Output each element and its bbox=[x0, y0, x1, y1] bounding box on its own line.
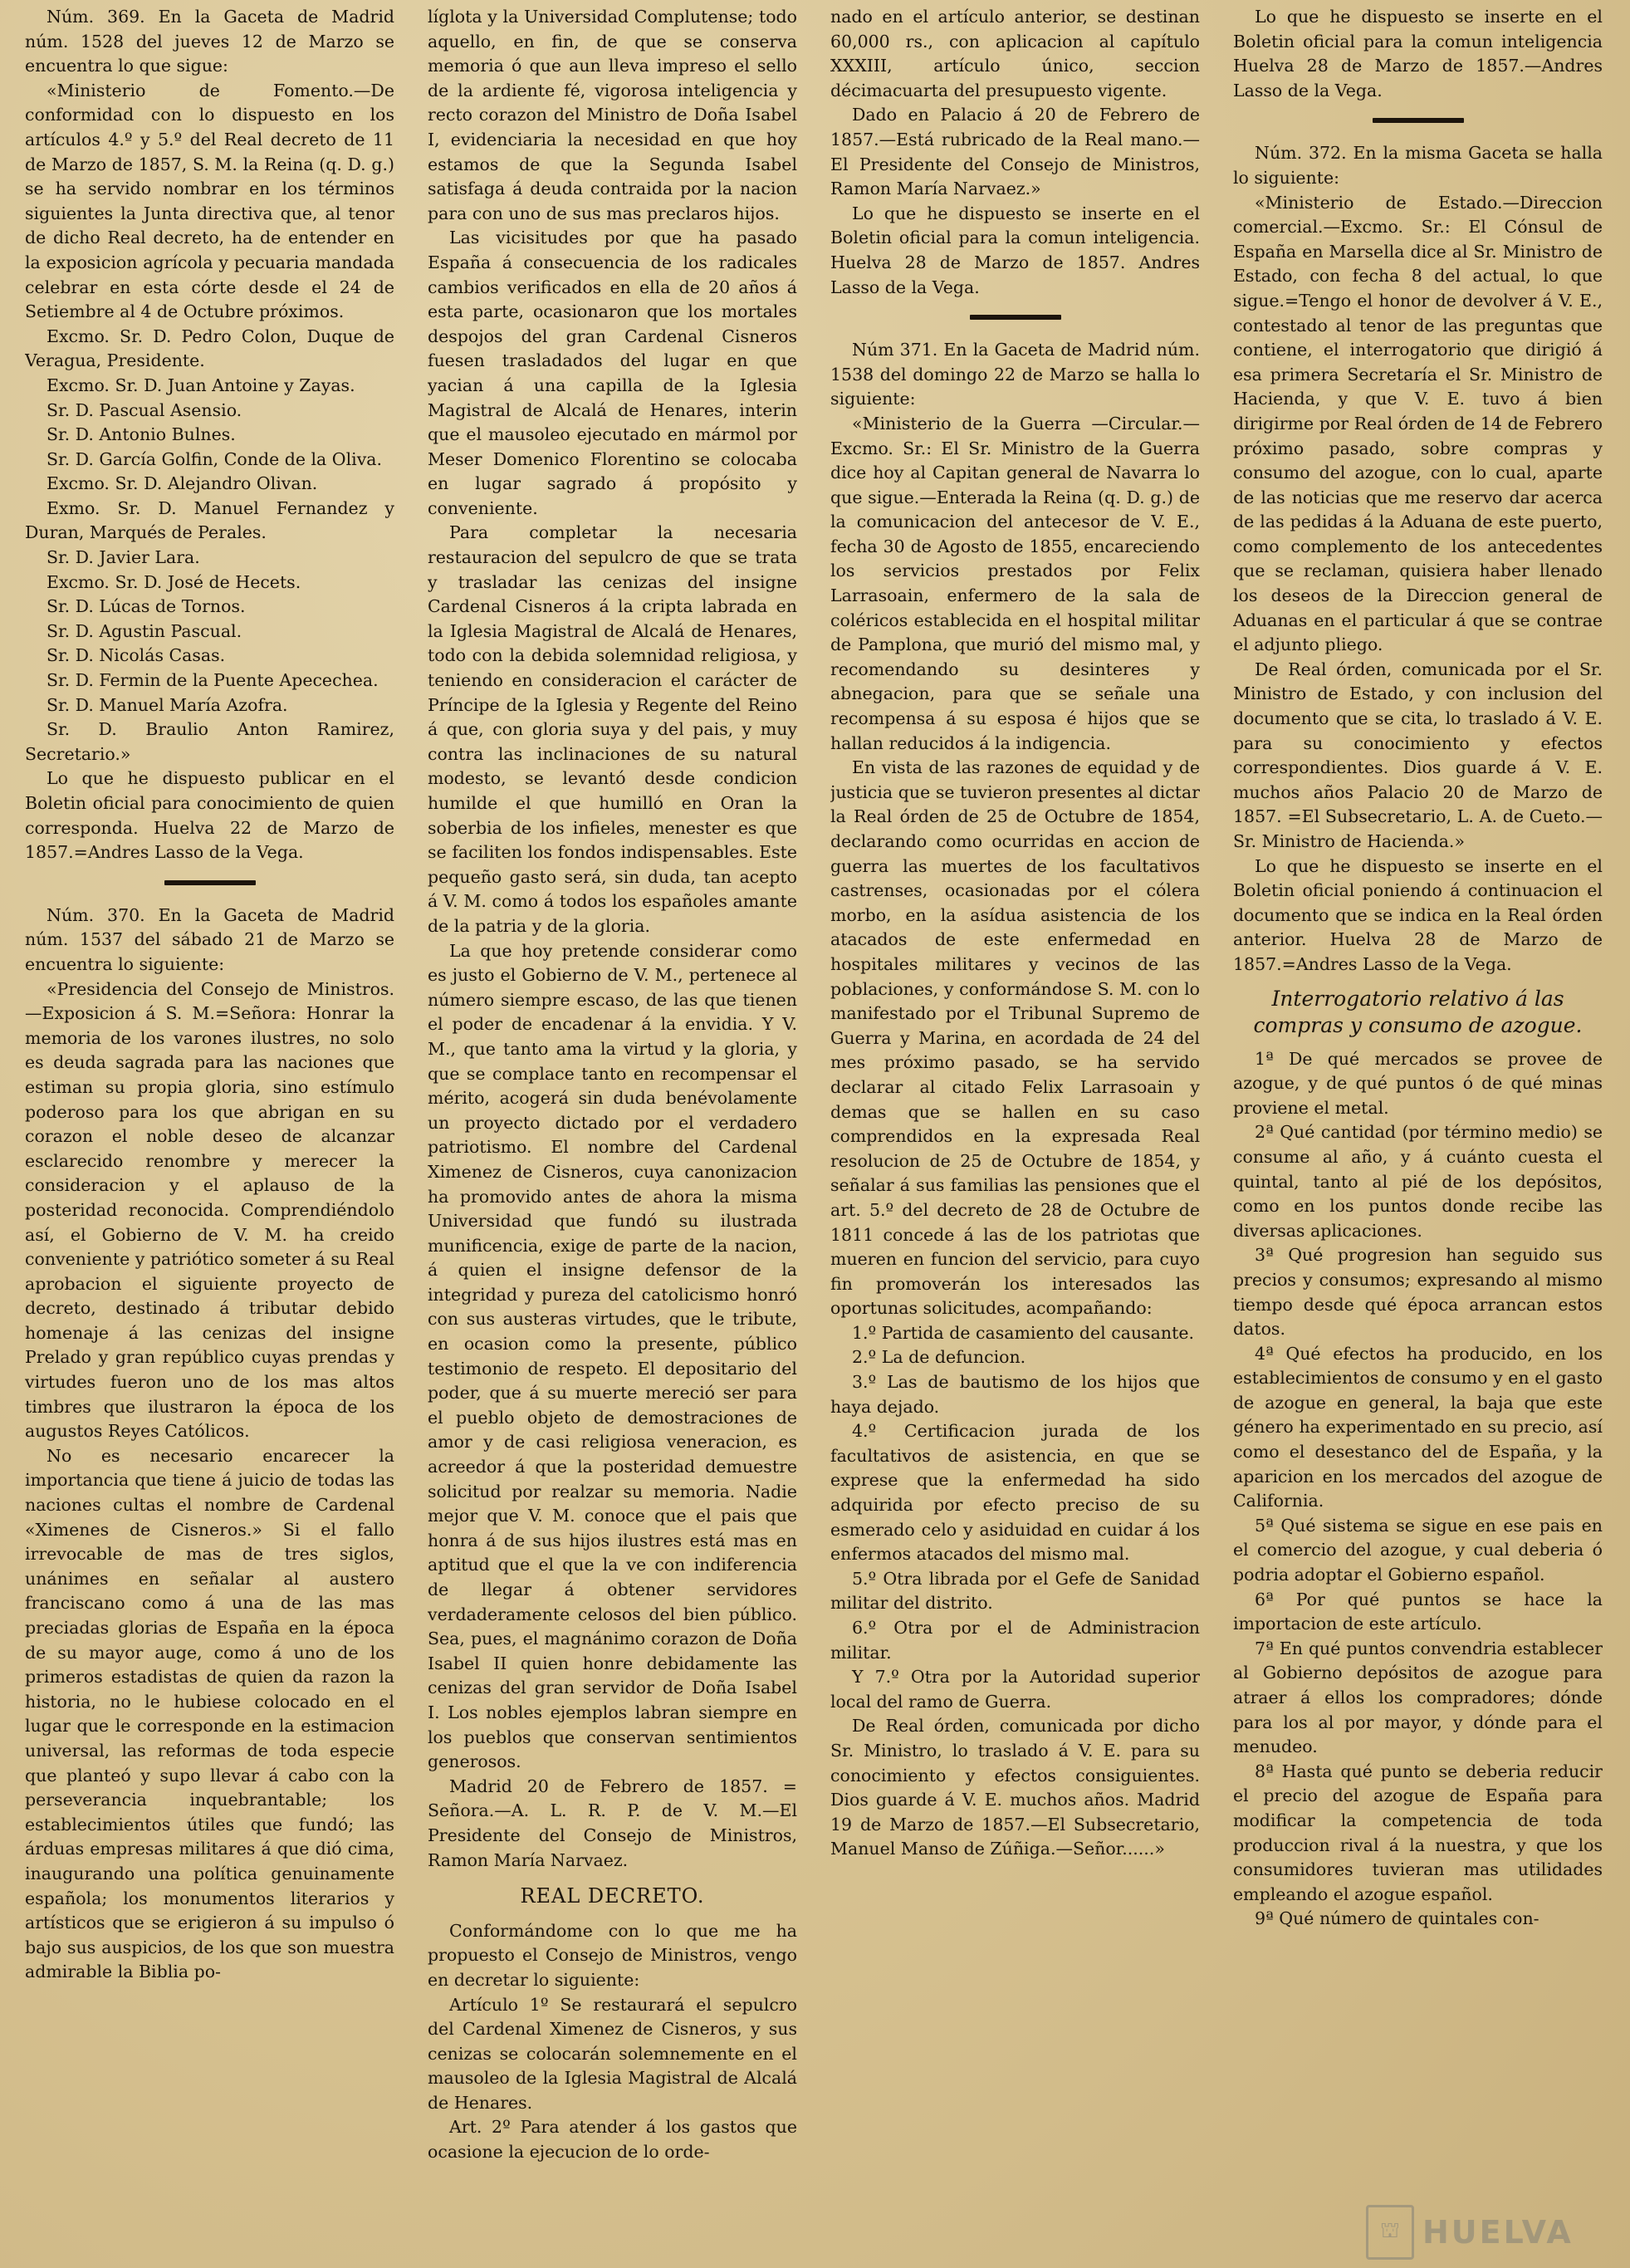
name-line: Sr. D. Fermin de la Puente Apecechea. bbox=[47, 670, 379, 691]
name-line: Sr. D. Agustin Pascual. bbox=[47, 620, 242, 641]
paragraph: La que hoy pretende considerar como es justo el Gobierno de V. M., pertenece al número siempre escaso, de las que tienen el poder de encadenar á la envidia. Y V. M., que tanto ama la virtud y la gloria, y que se complace tanto en recompensar el mérito, acogerá sin duda benévolamente un proyecto dictado por el verdadero patriotismo. El nombre del Cardenal Ximenez de Cisneros, cuya canonizacion ha promovido antes de ahora la misma Universidad que fundó su ilustrada munificencia, exige de parte de la nacion, á quien el insigne defensor de la integridad y pureza del catolicismo honró con sus austeras virtudes, que le tribute, en ocasion como la presente, público testimonio de respeto. El depositario del poder, que á su muerte mereció ser para el pueblo objeto de demostraciones de amor y de casi religiosa veneracion, es acreedor á que la posteridad demuestre solicitud por realzar su memoria. Nadie mejor que V. M. conoce que el pais que honra á de sus hijos ilustres está mas en aptitud que el que la ve con indiferencia de llegar á obtener servidores verdaderamente celosos del bien público. Sea, pues, el magnánimo corazon de Doña Isabel II quien honre debidamente las cenizas del gran servidor de Doña Isabel I. Los nobles ejemplos labran siempre en los pueblos que conservan sentimientos generosos. bbox=[428, 940, 797, 1772]
paragraph: Lo que he dispuesto publicar en el Boletin oficial para conocimiento de quien corresponda. Huelva 22 de Marzo de 1857.=Andres Lasso de la Vega. bbox=[25, 768, 394, 863]
paragraph: Madrid 20 de Febrero de 1857. = Señora.—A. L. R. P. de V. M.—El Presidente del Consejo de Ministros, Ramon María Narvaez. bbox=[428, 1776, 797, 1870]
article-371-heading: Núm 371. En la Gaceta de Madrid núm. 1538 del domingo 22 de Marzo se halla lo siguiente: bbox=[830, 340, 1200, 409]
list-item: 3.º Las de bautismo de los hijos que haya dejado. bbox=[830, 1372, 1200, 1417]
name-line: Excmo. Sr. D. José de Hecets. bbox=[47, 571, 301, 592]
list-item: 6.º Otra por el de Administracion militar. bbox=[830, 1618, 1200, 1663]
question-item: 4ª Qué efectos ha producido, en los establecimientos de consumo y en el gasto de azogue en general, la baja que este género ha experimentado en su precio, así como el desestanco del de España, y la aparicion en los mercados del azogue de California. bbox=[1233, 1343, 1603, 1511]
name-line: Sr. D. Nicolás Casas. bbox=[47, 645, 226, 666]
question-item: 9ª Qué número de quintales con- bbox=[1255, 1908, 1539, 1929]
column-2 bbox=[428, 0, 797, 2268]
newspaper-columns bbox=[25, 0, 1611, 2268]
article-369-heading: Núm. 369. En la Gaceta de Madrid núm. 1528 del jueves 12 de Marzo se encuentra lo que sigue: bbox=[25, 7, 394, 76]
article-370-heading: Núm. 370. En la Gaceta de Madrid núm. 1537 del sábado 21 de Marzo se encuentra lo siguiente: bbox=[25, 904, 394, 974]
section-divider bbox=[970, 315, 1061, 320]
list-item: 2.º La de defuncion. bbox=[852, 1347, 1026, 1368]
watermark-text: HUELVA bbox=[1422, 2214, 1574, 2251]
question-item: 6ª Por qué puntos se hace la importacion de este artículo. bbox=[1233, 1589, 1603, 1634]
list-item: 1.º Partida de casamiento del causante. bbox=[852, 1322, 1194, 1343]
paragraph: Conformándome con lo que me ha propuesto el Consejo de Ministros, vengo en decretar lo siguiente: bbox=[428, 1920, 797, 1990]
name-line: Excmo. Sr. D. Alejandro Olivan. bbox=[47, 473, 318, 494]
list-item: 5.º Otra librada por el Gefe de Sanidad militar del distrito. bbox=[830, 1568, 1200, 1614]
paragraph: De Real órden, comunicada por el Sr. Ministro de Estado, y con inclusion del documento que se cita, lo traslado á V. E. para su conocimiento y efectos correspondientes. Dios guarde á V. E. muchos años Palacio 20 de Marzo de 1857. =El Subsecretario, L. A. de Cueto.—Sr. Ministro de Hacienda.» bbox=[1233, 659, 1603, 851]
column-3 bbox=[830, 0, 1200, 2268]
paragraph: Dado en Palacio á 20 de Febrero de 1857.—Está rubricado de la Real mano.—El Presidente del Consejo de Ministros, Ramon María Narvaez.» bbox=[830, 105, 1200, 199]
real-decreto-title: REAL DECRETO. bbox=[520, 1884, 705, 1908]
paragraph: líglota y la Universidad Complutense; todo aquello, en fin, de que se conserva memoria ó que aun lleva impreso el sello de la ardiente fé, vigorosa inteligencia y recto corazon del Ministro de Doña Isabel I, evidenciaria la necesidad en que hoy estamos de que la Segunda Isabel satisfaga á deuda contraida por la nacion para con uno de sus mas preclaros hijos. bbox=[428, 7, 797, 223]
interrogatorio-title: Interrogatorio relativo á las compras y consumo de azogue. bbox=[1253, 986, 1583, 1037]
section-divider bbox=[1373, 118, 1464, 123]
list-item: 4.º Certificacion jurada de los facultativos de asistencia, en que se exprese que la enfermedad ha sido adquirida por efecto preciso de su esmerado celo y asiduidad en cuidar á los enfermos atacados del mismo mal. bbox=[830, 1421, 1200, 1565]
name-line: Sr. D. Javier Lara. bbox=[47, 547, 200, 568]
paragraph: Lo que he dispuesto se inserte en el Boletin oficial para la comun inteligencia. Huelva 28 de Marzo de 1857. Andres Lasso de la Vega. bbox=[830, 203, 1200, 297]
name-line: Sr. D. Manuel María Azofra. bbox=[47, 694, 288, 715]
paragraph: Para completar la necesaria restauracion del sepulcro de que se trata y trasladar las cenizas del insigne Cardenal Cisneros á la cripta labrada en la Iglesia Magistral de Alcalá de Henares, todo con la debida solemnidad religiosa, y teniendo en consideracion el carácter de Príncipe de la Iglesia y Regente del Reino á que, con gloria suya y del pais, y muy contra las inclinaciones de su natural modesto, se levantó desde condicion humilde el que humilló en Oran la soberbia de los infieles, menester es que se faciliten los fondos indispensables. Este pequeño gasto será, sin duda, tan acepto á V. M. como á todos los españoles amante de la patria y de la gloria. bbox=[428, 522, 797, 936]
paragraph: Lo que he dispuesto se inserte en el Boletin oficial para la comun inteligencia Huelva 28 de Marzo de 1857.—Andres Lasso de la Vega. bbox=[1233, 7, 1603, 100]
article-372-heading: Núm. 372. En la misma Gaceta se halla lo siguiente: bbox=[1233, 143, 1603, 188]
paragraph: «Presidencia del Consejo de Ministros.—Exposicion á S. M.=Señora: Honrar la memoria de los varones ilustres, no solo es deuda sagrada para las naciones que estiman su propia gloria, sino estímulo poderoso para los que abrigan en su corazon el noble deseo de alcanzar esclarecido renombre y merecer la consideracion y el aplauso de la posteridad reconocida. Comprendiéndolo así, el Gobierno de V. M. ha creido conveniente y patriótico someter á su Real aprobacion el siguiente proyecto de decreto, destinado á tributar debido homenaje á las cenizas del insigne Prelado y gran repúblico cuyas prendas y virtudes fueron uno de los mas altos timbres que ilustraron la época de los augustos Reyes Católicos. bbox=[25, 978, 394, 1442]
question-item: 3ª Qué progresion han seguido sus precios y consumos; expresando al mismo tiempo desde qué época arrancan estos datos. bbox=[1233, 1245, 1603, 1340]
paragraph: En vista de las razones de equidad y de justicia que se tuvieron presentes al dictar la Real órden de 25 de Octubre de 1854, declarando como ocurridas en accion de guerra las muertes de los facultativos castrenses, ocasionadas por el cólera morbo, en la asídua asistencia de los atacados de este enfermedad en hospitales militares y vecinos de las poblaciones, y conformándose S. M. con lo manifestado por el Tribunal Supremo de Guerra y Marina, en acordada de 24 del mes próximo pasado, se ha servido declarar al citado Felix Larrasoain y demas que se hallen en su caso comprendidos en la expresada Real resolucion de 25 de Octubre de 1854, y señalar á sus familias las pensiones que el art. 5.º del decreto de 28 de Octubre de 1811 concede á las de los patriotas que mueren en funcion del servicio, para cuyo fin promoverán los interesados las oportunas solicitudes, acompañando: bbox=[830, 757, 1200, 1319]
paragraph: No es necesario encarecer la importancia que tiene á juicio de todas las naciones cultas el nombre de Cardenal «Ximenes de Cisneros.» Si el fallo irrevocable de mas de tres siglos, unánimes en señalar al austero franciscano como á una de las mas preciadas glorias de España en la época de su mayor auge, como á uno de los primeros estadistas de quien da razon la historia, no le hubiese colocado en el lugar que le corresponde en la estimacion universal, las reformas de toda especie que planteó y supo llevar á cabo con la perseverancia inquebrantable; los establecimientos útiles que fundó; las árduas empresas militares á que dió cima, inaugurando una política genuinamente española; los monumentos literarios y artísticos que se erigieron á su impulso ó bajo sus auspicios, de los que son muestra admirable la Biblia po- bbox=[25, 1445, 394, 1982]
paragraph: Artículo 1º Se restaurará el sepulcro del Cardenal Ximenez de Cisneros, y sus cenizas se colocarán solemnemente en el mausoleo de la Iglesia Magistral de Alcalá de Henares. bbox=[428, 1994, 797, 2113]
column-4 bbox=[1233, 0, 1603, 2268]
paragraph: «Ministerio de Estado.—Direccion comercial.—Excmo. Sr.: El Cónsul de España en Marsella dice al Sr. Ministro de Estado, con fecha 8 del actual, lo que sigue.=Tengo el honor de devolver á V. E., contestado al tenor de las preguntas que contiene, el interrogatorio que dirigió á esa primera Secretaría el Sr. Ministro de Hacienda, y que V. E. tuvo á bien dirigirme por Real órden de 14 de Febrero próximo pasado, sobre compras y consumo del azogue, con lo cual, aparte de las noticias que me reservo dar acerca de las pedidas á la Aduana de este puerto, como complemento de los antecedentes que se reclaman, quisiera haber llenado los deseos de la Direccion general de Aduanas en el particular á que se contrae el adjunto pliego. bbox=[1233, 192, 1603, 655]
archive-watermark bbox=[1366, 2203, 1615, 2261]
name-line: Sr. D. Braulio Anton Ramirez, Secretario.» bbox=[25, 719, 394, 764]
name-line: Sr. D. Antonio Bulnes. bbox=[47, 424, 236, 445]
paragraph: Lo que he dispuesto se inserte en el Boletin oficial poniendo á continuacion el documento que se indica en la Real órden anterior. Huelva 28 de Marzo de 1857.=Andres Lasso de la Vega. bbox=[1233, 855, 1603, 974]
list-item: Y 7.º Otra por la Autoridad superior local del ramo de Guerra. bbox=[830, 1667, 1200, 1712]
column-1 bbox=[25, 0, 394, 2268]
paragraph: nado en el artículo anterior, se destinan 60,000 rs., con aplicacion al capítulo XXXIII, artículo único, seccion décimacuarta del presupuesto vigente. bbox=[830, 7, 1200, 100]
question-item: 8ª Hasta qué punto se deberia reducir el precio del azogue de España para modificar la competencia de toda produccion rival á la nuestra, y que los consumidores tuvieran mas utilidades empleando el azogue español. bbox=[1233, 1761, 1603, 1904]
paragraph: Excmo. Sr. D. Pedro Colon, Duque de Veragua, Presidente. bbox=[25, 326, 394, 371]
paragraph: «Ministerio de Fomento.—De conformidad con lo dispuesto en los artículos 4.º y 5.º del Real decreto de 11 de Marzo de 1857, S. M. la Reina (q. D. g.) se ha servido nombrar en los términos siguientes la Junta directiva que, al tenor de dicho Real decreto, ha de entender en la exposicion agrícola y pecuaria mandada celebrar en esta córte desde el 24 de Setiembre al 4 de Octubre próximos. bbox=[25, 80, 394, 322]
paragraph: «Ministerio de la Guerra —Circular.—Excmo. Sr.: El Sr. Ministro de la Guerra dice hoy al Capitan general de Navarra lo que sigue.—Enterada la Reina (q. D. g.) de la comunicacion del antecesor de V. E., fecha 30 de Agosto de 1855, encareciendo los servicios prestados por Felix Larrasoain, enfermero de la sala de coléricos establecida en el hospital militar de Pamplona, que murió del mismo mal, y recomendando su desinteres y abnegacion, para que se señale una recompensa á su esposa é hijos que se hallan reducidos á la indigencia. bbox=[830, 413, 1200, 753]
paragraph: Excmo. Sr. D. Juan Antoine y Zayas. bbox=[47, 375, 355, 395]
question-item: 7ª En qué puntos convendria establecer al Gobierno depósitos de azogue para atraer á ellos los compradores; dónde para los al por mayor, y dónde para el menudeo. bbox=[1233, 1638, 1603, 1757]
question-item: 5ª Qué sistema se sigue en ese pais en el comercio del azogue, y cual deberia ó podria adoptar el Gobierno español. bbox=[1233, 1515, 1603, 1585]
paragraph: De Real órden, comunicada por dicho Sr. Ministro, lo traslado á V. E. para su conocimiento y efectos consiguientes. Dios guarde á V. E. muchos años. Madrid 19 de Marzo de 1857.—El Subsecretario, Manuel Manso de Zúñiga.—Señor......» bbox=[830, 1716, 1200, 1859]
seal-icon: ⛫ bbox=[1366, 2205, 1414, 2260]
paragraph: Las vicisitudes por que ha pasado España á consecuencia de los radicales cambios verificados en ella de 20 años á esta parte, ocasionaron que los mortales despojos del gran Cardenal Cisneros fuesen trasladados del lugar en que yacian á una capilla de la Iglesia Magistral de Alcalá de Henares, interin que el mausoleo ejecutado en mármol por Meser Domenico Florentino se colocaba en lugar sagrado á propósito y conveniente. bbox=[428, 228, 797, 518]
paragraph: Art. 2º Para atender á los gastos que ocasione la ejecucion de lo orde- bbox=[428, 2117, 797, 2163]
question-item: 2ª Qué cantidad (por término medio) se consume al año, y á cuánto cuesta el quintal, tanto al pié de los depósitos, como en los puntos donde recibe las diversas aplicaciones. bbox=[1233, 1122, 1603, 1241]
name-line: Sr. D. García Golfin, Conde de la Oliva. bbox=[47, 448, 383, 469]
section-divider bbox=[164, 880, 256, 885]
name-line: Sr. D. Pascual Asensio. bbox=[47, 399, 242, 420]
name-line: Sr. D. Lúcas de Tornos. bbox=[47, 596, 246, 617]
name-line: Exmo. Sr. D. Manuel Fernandez y Duran, Marqués de Perales. bbox=[25, 497, 394, 543]
question-item: 1ª De qué mercados se provee de azogue, y de qué puntos ó de qué minas proviene el metal. bbox=[1233, 1048, 1603, 1118]
